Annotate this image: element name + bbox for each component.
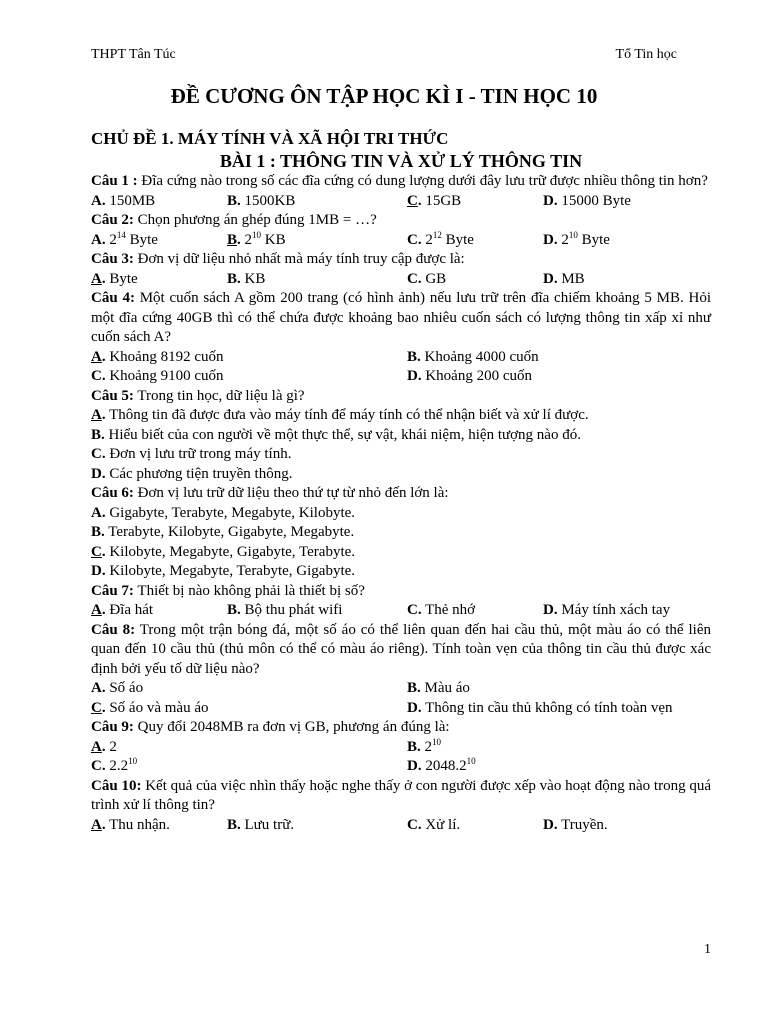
option-c: C. Đơn vị lưu trữ trong máy tính.: [91, 446, 292, 462]
option-a: A. Byte: [91, 270, 138, 287]
option-c: C. $2^{12}$ Byte: [407, 229, 474, 248]
option-a: A. Gigabyte, Terabyte, Megabyte, Kilobyte.: [91, 504, 356, 521]
option-b: B. 1500KB: [227, 192, 296, 209]
question-1-options: [91, 192, 711, 212]
option-c: C. $2.2^{10}$: [91, 756, 138, 774]
option-a: A. Số áo: [91, 680, 144, 696]
option-d: D. 2048.2$^{10}$: [407, 756, 476, 774]
option-c: C. Số áo và màu áo: [91, 699, 209, 716]
option-b: B. Terabyte, Kilobyte, Gigabyte, Megabyte.: [91, 524, 355, 540]
question-2: Câu 2: Chọn phương án ghép đúng 1MB = …?: [91, 212, 377, 228]
question-9-options-ab: [91, 738, 711, 758]
question-1: [91, 172, 711, 192]
question-4: Câu 4: Một cuốn sách A gồm 200 trang (có hình ảnh) nếu lưu trữ trên đĩa chiếm khoảng 5 MB. Hỏi một đĩa cứng 40GB thì có thể chứa được khoảng bao nhiêu cuốn sách có lượng thông tin xấp xỉ như cuốn sách A?: [91, 290, 711, 345]
option-d: D. MB: [543, 270, 585, 287]
option-d: D. Máy tính xách tay: [543, 602, 671, 618]
question-6: Câu 6: Đơn vị lưu trữ dữ liệu theo thứ tự từ nhỏ đến lớn là:: [91, 485, 449, 501]
option-b: B. $2^{10}$: [407, 736, 442, 755]
option-d: D. Các phương tiện truyền thông.: [91, 465, 293, 482]
option-d: D. $2^{10}$ Byte: [543, 229, 610, 248]
option-a: A. Đĩa hát: [91, 602, 154, 618]
option-b: B. Lưu trữ.: [227, 816, 295, 833]
question-4-options-cd: [91, 367, 711, 387]
option-c: C. Xử lí.: [407, 816, 461, 833]
option-a: A. Thông tin đã được đưa vào máy tính để máy tính có thể nhận biết và xử lí được.: [91, 407, 589, 423]
question-label: Câu 1 :: [91, 173, 138, 189]
page-number: 1: [704, 942, 711, 957]
option-a: A. $2^{14}$ Byte: [91, 229, 158, 248]
question-10-options: [91, 816, 711, 836]
question-3: Câu 3: Đơn vị dữ liệu nhỏ nhất mà máy tính truy cập được là:: [91, 251, 465, 267]
question-2-options: [91, 231, 711, 251]
lesson-heading: BÀI 1 : THÔNG TIN VÀ XỬ LÝ THÔNG TIN: [219, 151, 583, 171]
question-4-options-ab: [91, 348, 711, 368]
option-c: C. Khoảng 9100 cuốn: [91, 368, 224, 384]
option-d: D. Khoảng 200 cuốn: [407, 368, 532, 384]
option-c: C. Thẻ nhớ: [407, 602, 476, 618]
option-b: B. Khoảng 4000 cuốn: [407, 348, 539, 365]
option-a: A. 2: [91, 738, 117, 755]
option-b: B. KB: [227, 270, 266, 287]
option-d: D. Thông tin cầu thủ không có tính toàn vẹn: [407, 699, 673, 716]
question-8-options-cd: [91, 699, 711, 719]
option-b: B. Hiểu biết của con người về một thực thể, sự vật, khái niệm, hiện tượng nào đó.: [91, 426, 581, 443]
option-d: D. 15000 Byte: [543, 192, 631, 209]
option-a: A. 150MB: [91, 192, 156, 209]
option-a: A. Khoảng 8192 cuốn: [91, 348, 224, 365]
option-c: C. GB: [407, 270, 447, 287]
question-8: Câu 8: Trong một trận bóng đá, một số áo có thể liên quan đến hai cầu thủ, một màu áo có thể liên quan đến 10 cầu thủ (thủ môn có thể có màu áo riêng). Tính toàn vẹn của thông tin cầu thủ được xác định bởi yếu tố dữ liệu nào?: [91, 621, 711, 677]
question-7: Câu 7: Thiết bị nào không phải là thiết bị số?: [91, 582, 365, 599]
option-d: D. Kilobyte, Megabyte, Terabyte, Gigabyte.: [91, 563, 356, 579]
document-title: ĐỀ CƯƠNG ÔN TẬP HỌC KÌ I - TIN HỌC 10: [170, 84, 598, 108]
option-d: D. Truyền.: [543, 816, 608, 833]
question-9: Câu 9: Quy đổi 2048MB ra đơn vị GB, phương án đúng là:: [91, 719, 450, 735]
header-school: THPT Tân Túc: [91, 47, 176, 62]
option-b: B. Bộ thu phát wifi: [227, 602, 343, 618]
question-9-options-cd: [91, 757, 711, 777]
option-c: C. Kilobyte, Megabyte, Gigabyte, Terabyte.: [91, 543, 356, 560]
header-department: Tổ Tin học: [615, 47, 677, 62]
question-text: Đĩa cứng nào trong số các đĩa cứng có dung lượng dưới đây lưu trữ được nhiều thông tin hơn?: [137, 173, 708, 189]
question-8-options-ab: [91, 679, 711, 699]
question-10: Câu 10: Kết quả của việc nhìn thấy hoặc nghe thấy ở con người được xếp vào hoạt động nào trong quá trình xử lí thông tin?: [91, 777, 712, 813]
question-7-options: [91, 601, 711, 621]
option-b: B. Màu áo: [407, 680, 470, 696]
option-b: B. $2^{10}$ KB: [227, 229, 286, 248]
option-a: A. Thu nhận.: [91, 816, 170, 833]
topic-heading: CHỦ ĐỀ 1. MÁY TÍNH VÀ XÃ HỘI TRI THỨC: [91, 129, 449, 148]
option-c: C. 15GB: [407, 192, 462, 209]
document-body: [91, 128, 711, 835]
question-3-options: [91, 270, 711, 290]
question-5: Câu 5: Trong tin học, dữ liệu là gì?: [91, 387, 305, 404]
